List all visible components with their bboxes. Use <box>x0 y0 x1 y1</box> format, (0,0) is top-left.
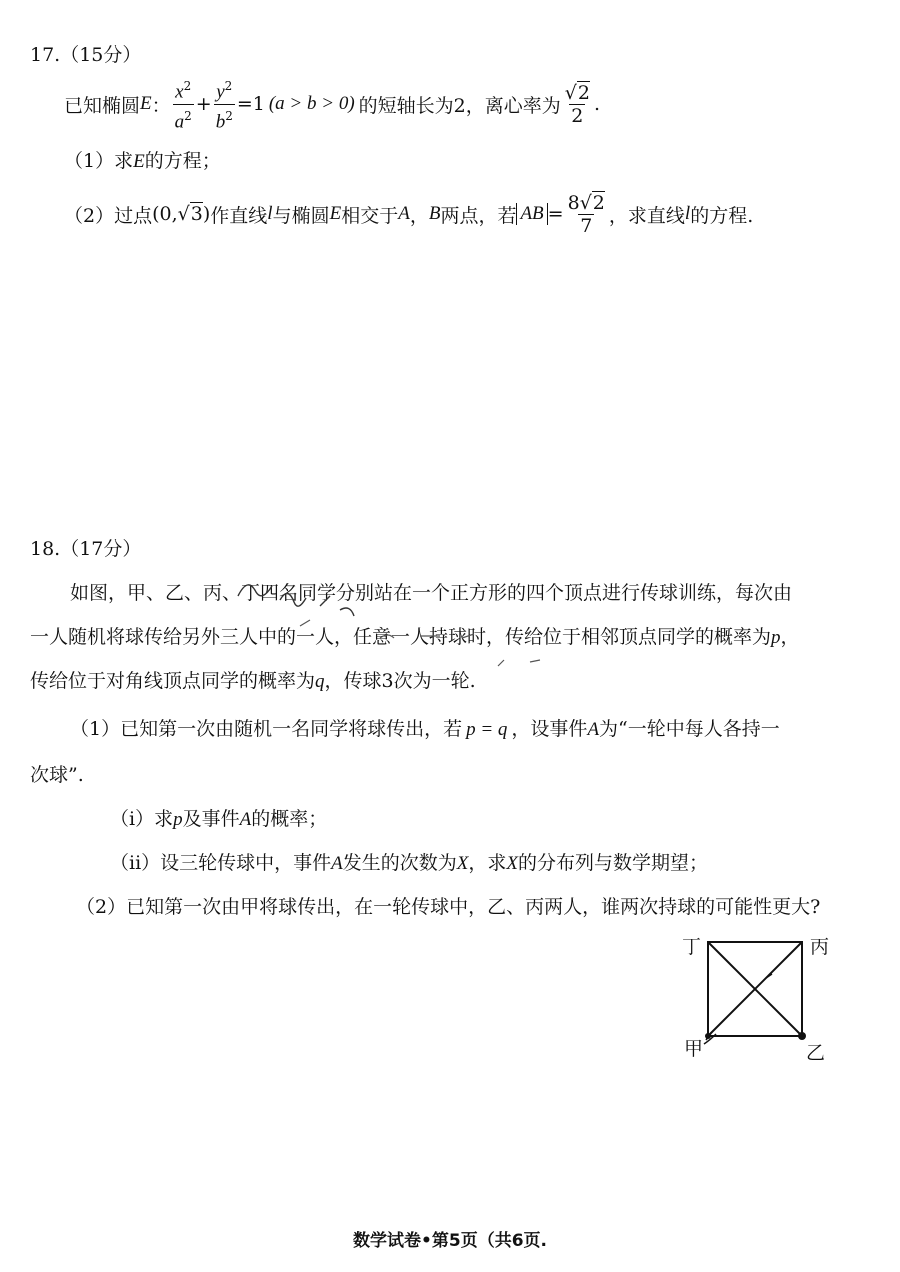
q18-sub2-d: 的分布列与数学期望； <box>518 852 709 874</box>
q18-sub1-b: 及事件 <box>182 808 240 830</box>
q18-peq: p = q <box>466 719 508 740</box>
q18-sub2-a: （ii）设三轮传球中，事件 <box>110 852 332 874</box>
q17-ab-num-rad: 2 <box>592 191 605 214</box>
q17-part2-c: 与椭圆 <box>272 204 330 227</box>
q18-sub1-A: A <box>239 809 252 830</box>
q17-part1-E: E <box>133 151 145 172</box>
q18-sub1-p: p <box>173 809 183 830</box>
handwriting-scribbles <box>230 566 560 676</box>
q17-line-l: l <box>267 203 273 224</box>
q17-number: 17.（15分） <box>30 44 142 66</box>
q18-X: X <box>456 853 469 874</box>
q17-point-B: B <box>428 203 441 224</box>
q17-part2-h: 的方程. <box>690 204 754 227</box>
q18-sub1-a: （i）求 <box>110 808 174 830</box>
q17-part2: （2）过点 (0, √3 ) 作直线 l 与椭圆 E 相交于 A ， B 两点，若 AB = $\frac{8√2}{7}$ ，求直线 l 的方程. <box>64 191 754 237</box>
q17-y: y <box>216 81 225 103</box>
label-yi: 乙 <box>806 1042 826 1064</box>
q17-point-A: A <box>398 203 410 224</box>
q17-part2-d: 相交于 <box>341 204 399 227</box>
q17-eq1: =1 <box>236 93 265 115</box>
q18-sub2-c: ，求 <box>468 852 507 874</box>
q18-part1 <box>70 714 780 741</box>
q17-eq: = <box>547 203 564 225</box>
q17-b: b <box>215 110 226 132</box>
vertex-yi-dot <box>798 1032 806 1040</box>
q17-part2-e: ， <box>409 204 429 227</box>
q17-part1-text: （1）求 <box>64 150 134 172</box>
q17-AB: AB <box>516 203 547 225</box>
q18-line3-b: ，传球3次为一轮. <box>324 670 476 692</box>
q17-x: x <box>175 81 184 103</box>
q17-ellipse-E: E <box>140 93 152 114</box>
q17-ecc-den: 2 <box>571 104 584 127</box>
q17-point-rad: 3 <box>190 203 203 225</box>
q17-intro-mid: 的短轴长为2，离心率为 <box>358 94 561 117</box>
q17-period: . <box>593 93 600 115</box>
q18-q: q <box>315 671 325 692</box>
q17-frac-x: $\frac{x^2}{a^2}$ <box>174 79 192 132</box>
q17-intro-text: 已知椭圆 <box>64 94 141 117</box>
q17-frac-y: $\frac{y^2}{b^2}$ <box>215 79 233 132</box>
q17-ab-den: 7 <box>580 214 593 237</box>
q17-part2-b: 作直线 <box>210 204 268 227</box>
q18-line3-a: 传给位于对角线顶点同学的概率为 <box>30 670 316 692</box>
q17-intro: 已知椭圆 E ： $\frac{x^2}{a^2}$ + $\frac{y^2}{b^2}$ =1 (a > b > 0) 的短轴长为2，离心率为 $\frac{√2}{2}$ . <box>64 80 600 128</box>
q18-part1-c: 为“一轮中每人各持一 <box>599 718 780 740</box>
q18-part1-cont: 次球”. <box>30 764 84 786</box>
q17-line-l-2: l <box>684 203 691 224</box>
q18-A: A <box>587 719 600 740</box>
q18-line1: 如图，甲、乙、丙、丁四名同学分别站在一个正方形的四个顶点进行传球训练，每次由 <box>70 582 793 604</box>
page-footer: 数学试卷•第5页（共6页. <box>353 1231 547 1251</box>
q18-number: 18.（17分） <box>30 538 142 560</box>
q17-colon: ： <box>151 94 171 117</box>
q17-ab-length: $\frac{8√2}{7}$ <box>567 191 605 237</box>
q17-part2-f: 两点，若 <box>440 204 517 227</box>
q17-point: (0, <box>152 203 178 225</box>
q17-point-close: ) <box>202 203 211 225</box>
q17-eccentricity: $\frac{√2}{2}$ <box>564 81 590 127</box>
q18-part1-b: ，设事件 <box>511 718 588 740</box>
q18-part1-a: （1）已知第一次由随机一名同学将球传出，若 <box>70 718 463 740</box>
square-diagram <box>670 928 850 1068</box>
q17-part2-E: E <box>329 203 342 224</box>
q18-sub2-b: 发生的次数为 <box>342 852 457 874</box>
label-ding: 丁 <box>682 936 702 958</box>
q17-part2-g: ，求直线 <box>608 204 685 227</box>
q18-line2-a: 一人随机将球传给另外三人中的一人，任意一人持球时，传给位于相邻顶点同学的概率为 <box>30 626 772 648</box>
q18-line2-b: ， <box>780 626 800 648</box>
q17-part2-a: （2）过点 <box>64 204 153 227</box>
q18-X-2: X <box>506 853 519 874</box>
q18-sub2 <box>110 848 708 875</box>
label-bing: 丙 <box>810 936 830 958</box>
q18-sub1 <box>110 804 327 831</box>
q18-p: p <box>771 627 781 648</box>
q17-a: a <box>174 110 185 132</box>
q17-part1 <box>64 146 221 173</box>
q17-condition: (a > b > 0) <box>268 93 355 114</box>
q17-ab-num-pre: 8 <box>567 191 580 214</box>
q18-sub1-c: 的概率； <box>251 808 328 830</box>
q17-part1-rest: 的方程； <box>144 150 221 172</box>
q17-ecc-num: 2 <box>577 81 590 104</box>
label-jia: 甲 <box>684 1038 704 1060</box>
q18-part2: （2）已知第一次由甲将球传出，在一轮传球中，乙、丙两人，谁两次持球的可能性更大? <box>76 896 821 918</box>
q18-sub2-A: A <box>331 853 343 874</box>
